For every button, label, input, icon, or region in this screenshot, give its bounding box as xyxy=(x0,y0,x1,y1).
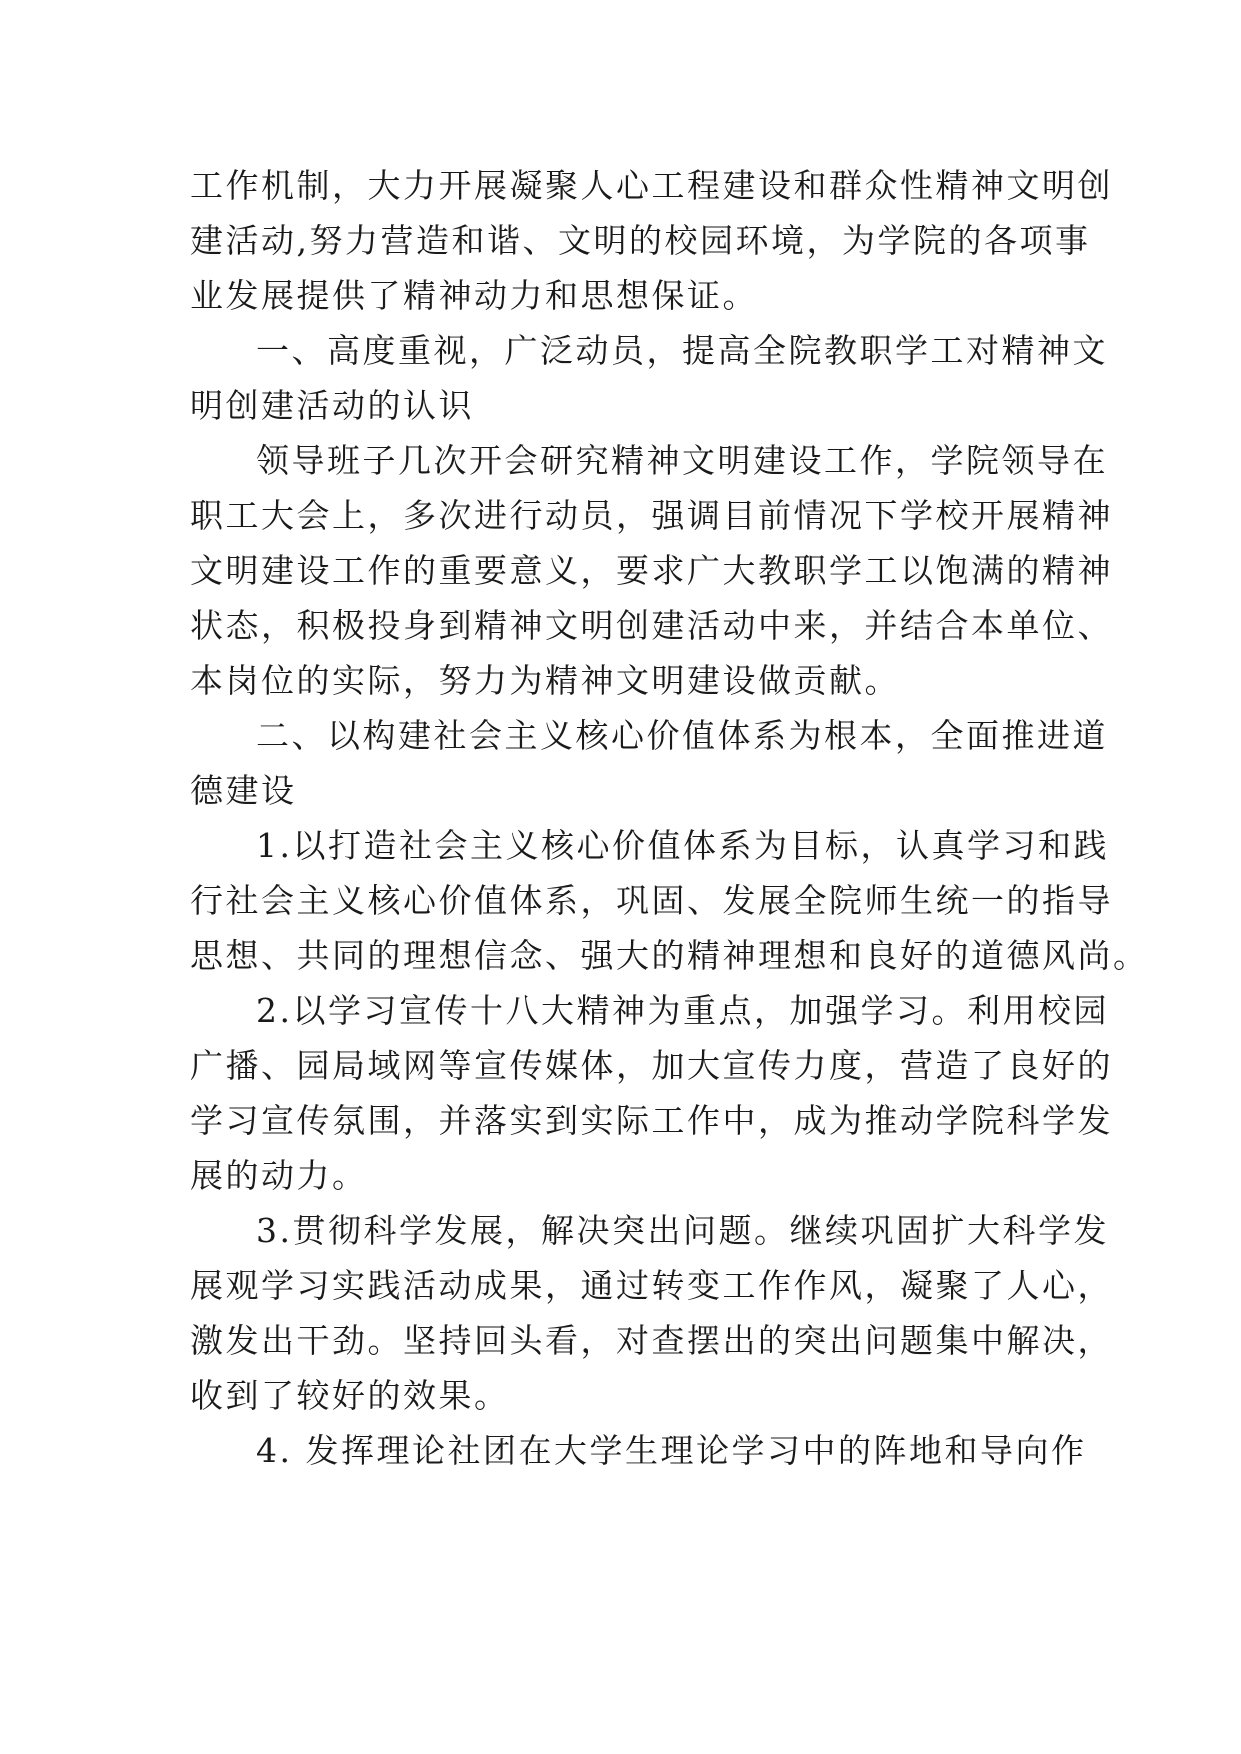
list-item-1-line: 行社会主义核心价值体系，巩固、发展全院师生统一的指导 xyxy=(190,881,1113,920)
section-heading-1-line: 明创建活动的认识 xyxy=(190,386,474,425)
list-item-1-line: 1.以打造社会主义核心价值体系为目标，认真学习和践 xyxy=(256,826,1109,865)
text-line: 状态，积极投身到精神文明创建活动中来，并结合本单位、 xyxy=(190,606,1113,645)
text-line: 工作机制，大力开展凝聚人心工程建设和群众性精神文明创 xyxy=(190,166,1113,205)
section-heading-2-line: 二、以构建社会主义核心价值体系为根本，全面推进道 xyxy=(256,716,1108,755)
text-line: 领导班子几次开会研究精神文明建设工作，学院领导在 xyxy=(256,441,1108,480)
section-heading-1-line: 一、高度重视，广泛动员，提高全院教职学工对精神文 xyxy=(256,331,1108,370)
list-item-3-line: 3.贯彻科学发展，解决突出问题。继续巩固扩大科学发 xyxy=(256,1211,1109,1250)
text-line: 业发展提供了精神动力和思想保证。 xyxy=(190,276,758,315)
list-item-4-line: 4. 发挥理论社团在大学生理论学习中的阵地和导向作 xyxy=(256,1431,1087,1470)
list-item-2-line: 学习宣传氛围，并落实到实际工作中，成为推动学院科学发 xyxy=(190,1101,1113,1140)
document-body xyxy=(190,158,1149,1478)
list-item-2-line: 展的动力。 xyxy=(190,1156,368,1195)
list-item-3-line: 激发出干劲。坚持回头看，对查摆出的突出问题集中解决， xyxy=(190,1321,1113,1360)
list-item-2-line: 2.以学习宣传十八大精神为重点，加强学习。利用校园 xyxy=(256,991,1109,1030)
section-heading-2-line: 德建设 xyxy=(190,771,297,810)
text-line: 文明建设工作的重要意义，要求广大教职学工以饱满的精神 xyxy=(190,551,1113,590)
list-item-1-line: 思想、共同的理想信念、强大的精神理想和良好的道德风尚。 xyxy=(190,936,1149,975)
list-item-2-line: 广播、园局域网等宣传媒体，加大宣传力度，营造了良好的 xyxy=(190,1046,1113,1085)
list-item-3-line: 收到了较好的效果。 xyxy=(190,1376,510,1415)
text-line: 职工大会上，多次进行动员，强调目前情况下学校开展精神 xyxy=(190,496,1113,535)
text-line: 本岗位的实际，努力为精神文明建设做贡献。 xyxy=(190,661,900,700)
text-line: 建活动,努力营造和谐、文明的校园环境，为学院的各项事 xyxy=(190,221,1091,260)
list-item-3-line: 展观学习实践活动成果，通过转变工作作风，凝聚了人心， xyxy=(190,1266,1113,1305)
